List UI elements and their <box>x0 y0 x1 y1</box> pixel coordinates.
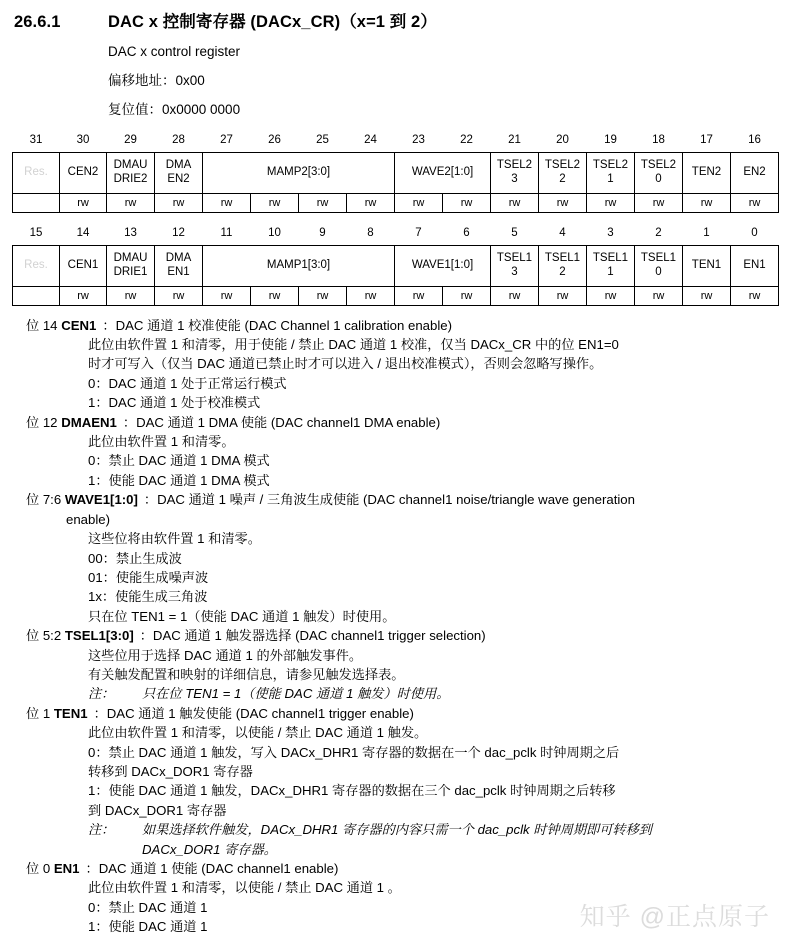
bit-range-label <box>26 490 144 509</box>
ten1-option-0-line1: 0：禁止 DAC 通道 1 触发，写入 DACx_DHR1 寄存器的数据在一个 dac_pclk 时钟周期之后 <box>88 744 620 760</box>
register-reset-value: 复位值：0x0000 0000 <box>108 101 241 117</box>
bit-field-tsel11 <box>587 245 635 286</box>
page-title <box>0 0 788 32</box>
bit-field-reserved <box>13 152 60 193</box>
bit-field-mamp2 <box>203 152 395 193</box>
bit-field-line: 2 <box>559 172 566 185</box>
bit-number: 31 <box>29 133 43 146</box>
bit-field-tsel12 <box>539 245 587 286</box>
bit-field-line: DRIE2 <box>113 172 148 185</box>
bit-field-line: 0 <box>655 172 662 185</box>
bit-range: 位 14 <box>26 317 58 333</box>
bit-descriptions <box>0 316 788 937</box>
wave1-option-01: 01：使能生成噪声波 <box>88 569 209 585</box>
bit-field-line: EN1 <box>167 265 190 278</box>
ten1-paragraph: 此位由软件置 1 和清零，以使能 / 禁止 DAC 通道 1 触发。 <box>88 725 428 741</box>
bit-field-line: CEN1 <box>67 258 99 271</box>
bit-range: 位 1 <box>26 705 51 721</box>
access-cell: rw <box>443 193 491 212</box>
bit-range-label <box>26 316 102 335</box>
bit-number: 0 <box>751 226 758 239</box>
field-title: ：DAC 通道 1 校准使能 (DAC Channel 1 calibration enable) <box>102 317 452 333</box>
cen1-paragraph-line2: 时才可写入（仅当 DAC 通道已禁止时才可以进入 / 退出校准模式），否则会忽略写操作。 <box>88 356 603 372</box>
dmaen1-paragraph: 此位由软件置 1 和清零。 <box>88 434 235 450</box>
access-cell: rw <box>539 286 587 305</box>
bit-number: 12 <box>172 226 185 239</box>
access-cell: rw <box>347 286 395 305</box>
access-row-low <box>13 286 779 305</box>
bit-field-reserved <box>13 245 60 286</box>
register-bitmap-low <box>12 224 778 306</box>
bit-number: 29 <box>124 133 137 146</box>
bit-field-row-high <box>13 152 779 193</box>
note-text: 只在位 TEN1 = 1（使能 DAC 通道 1 触发）时使用。 <box>142 686 450 702</box>
access-cell: rw <box>491 286 539 305</box>
note-text: 如果选择软件触发，DACx_DHR1 寄存器的内容只需一个 dac_pclk 时钟周期即可转移到 <box>142 822 652 838</box>
bit-number-row-low <box>13 224 779 246</box>
bit-field-line: TSEL2 <box>592 159 629 172</box>
bit-field-line: 1 <box>607 265 614 278</box>
bit-number: 7 <box>415 226 422 239</box>
register-offset-address: 偏移地址：0x00 <box>108 72 205 88</box>
bit-range-label <box>26 704 94 723</box>
bit-number: 14 <box>76 226 90 239</box>
tsel1-note <box>26 684 780 703</box>
bit-field-cen2 <box>60 152 107 193</box>
tsel1-paragraph-line2: 有关触发配置和映射的详细信息，请参见触发选择表。 <box>88 666 405 682</box>
en1-option-0: 0：禁止 DAC 通道 1 <box>88 899 208 915</box>
bit-number: 1 <box>703 226 710 239</box>
bit-field-line: TSEL1 <box>640 252 677 265</box>
bit-field-line: DMA <box>165 252 192 265</box>
bit-number: 18 <box>652 133 665 146</box>
access-cell: rw <box>107 286 155 305</box>
field-name: EN1 <box>53 861 80 876</box>
wave1-option-1x: 1x：使能生成三角波 <box>88 589 208 605</box>
bit-number: 15 <box>29 226 43 239</box>
register-bitmap-high <box>12 131 778 213</box>
access-cell: rw <box>587 193 635 212</box>
bit-field-line: TSEL2 <box>544 159 581 172</box>
bit-field-line: CEN2 <box>67 165 99 178</box>
access-cell: rw <box>731 286 779 305</box>
bit-number: 24 <box>364 133 377 146</box>
access-cell: rw <box>155 193 203 212</box>
ten1-note <box>26 820 780 839</box>
access-cell <box>13 193 60 212</box>
bit-number: 2 <box>655 226 662 239</box>
bit-number: 22 <box>460 133 473 146</box>
bit-range: 位 12 <box>26 414 58 430</box>
access-cell: rw <box>443 286 491 305</box>
access-cell: rw <box>539 193 587 212</box>
field-name: WAVE1[1:0] <box>64 492 138 508</box>
bit-range: 位 0 <box>26 861 51 876</box>
register-table-high <box>12 131 779 213</box>
bit-field-line: 2 <box>559 265 566 278</box>
field-title: ：DAC 通道 1 触发使能 (DAC channel1 trigger enable) <box>93 705 414 721</box>
bit-number: 23 <box>412 133 425 146</box>
access-cell: rw <box>299 193 347 212</box>
access-cell: rw <box>155 286 203 305</box>
access-cell: rw <box>635 286 683 305</box>
access-cell: rw <box>203 193 251 212</box>
bit-field-line: Res. <box>24 258 48 271</box>
bit-field-wave2 <box>395 152 491 193</box>
bit-field-line: 0 <box>655 265 662 278</box>
bit-field-line: 3 <box>511 265 518 278</box>
register-english-name: DAC x control register <box>108 44 241 59</box>
bit-field-en1 <box>731 245 779 286</box>
bit-number: 27 <box>220 133 233 146</box>
wave1-title-continuation: enable) <box>66 511 110 527</box>
bit-range-label <box>26 859 86 878</box>
access-cell: rw <box>299 286 347 305</box>
bit-number: 25 <box>316 133 329 146</box>
cen1-option-1: 1：DAC 通道 1 处于校准模式 <box>88 395 261 411</box>
access-row-high <box>13 193 779 212</box>
description-wave1 <box>26 490 780 509</box>
field-name: TEN1 <box>53 705 88 721</box>
watermark: 知乎 @正点原子 <box>579 903 770 931</box>
section-number: 26.6.1 <box>14 13 61 31</box>
bit-number: 28 <box>172 133 185 146</box>
bit-number: 11 <box>220 226 233 239</box>
access-cell: rw <box>587 286 635 305</box>
ten1-note-continuation: DACx_DOR1 寄存器。 <box>142 841 277 857</box>
bit-field-line: TEN1 <box>691 258 722 271</box>
bit-field-tsel22 <box>539 152 587 193</box>
bit-range: 位 7:6 <box>26 492 62 508</box>
bit-field-dmaen1 <box>155 245 203 286</box>
ten1-option-1-line1: 1：使能 DAC 通道 1 触发，DACx_DHR1 寄存器的数据在三个 dac_pclk 时钟周期之后转移 <box>88 783 616 799</box>
en1-paragraph: 此位由软件置 1 和清零，以使能 / 禁止 DAC 通道 1 。 <box>88 880 401 896</box>
field-name: CEN1 <box>61 317 97 333</box>
section-title: DAC x 控制寄存器 (DACx_CR)（x=1 到 2） <box>108 13 437 31</box>
wave1-footnote: 只在位 TEN1 = 1（使能 DAC 通道 1 触发）时使用。 <box>88 608 396 624</box>
bit-field-line: MAMP1[3:0] <box>266 258 331 271</box>
bit-field-line: TEN2 <box>691 165 722 178</box>
access-cell: rw <box>395 286 443 305</box>
register-table-low <box>12 224 779 306</box>
bit-field-line: EN2 <box>743 165 766 178</box>
bit-field-mamp1 <box>203 245 395 286</box>
bit-number: 19 <box>604 133 617 146</box>
bit-field-line: EN2 <box>167 172 190 185</box>
bit-field-dmaudrie1 <box>107 245 155 286</box>
access-cell: rw <box>251 193 299 212</box>
bit-field-en2 <box>731 152 779 193</box>
access-cell: rw <box>635 193 683 212</box>
bit-number: 8 <box>367 226 374 239</box>
description-dmaen1 <box>26 413 780 432</box>
bit-number: 30 <box>76 133 90 146</box>
access-cell: rw <box>60 193 107 212</box>
wave1-option-00: 00：禁止生成波 <box>88 550 182 566</box>
description-en1 <box>26 859 780 878</box>
bit-field-tsel20 <box>635 152 683 193</box>
bit-number: 26 <box>268 133 281 146</box>
note-label: 注： <box>88 686 115 702</box>
description-ten1 <box>26 704 780 723</box>
bit-field-line: DRIE1 <box>113 265 148 278</box>
bit-range-label <box>26 626 140 645</box>
bit-field-tsel13 <box>491 245 539 286</box>
dmaen1-option-0: 0：禁止 DAC 通道 1 DMA 模式 <box>88 453 270 469</box>
bit-field-line: MAMP2[3:0] <box>266 165 331 178</box>
access-cell: rw <box>60 286 107 305</box>
access-cell: rw <box>251 286 299 305</box>
bit-field-line: DMAU <box>113 252 148 265</box>
bit-number: 20 <box>556 133 569 146</box>
bit-number: 3 <box>607 226 614 239</box>
bit-number: 10 <box>268 226 281 239</box>
description-tsel1 <box>26 626 780 645</box>
access-cell: rw <box>683 193 731 212</box>
bit-field-row-low <box>13 245 779 286</box>
access-cell: rw <box>683 286 731 305</box>
bit-field-line: TSEL1 <box>496 252 533 265</box>
field-name: TSEL1[3:0] <box>64 628 134 644</box>
bit-number: 9 <box>319 226 326 239</box>
bit-field-line: WAVE1[1:0] <box>411 258 474 271</box>
bit-field-line: TSEL2 <box>640 159 677 172</box>
bit-field-line: TSEL1 <box>544 252 581 265</box>
access-cell: rw <box>347 193 395 212</box>
access-cell: rw <box>491 193 539 212</box>
field-title: ：DAC 通道 1 使能 (DAC channel1 enable) <box>85 861 339 876</box>
bit-field-dmaen2 <box>155 152 203 193</box>
tsel1-paragraph-line1: 这些位用于选择 DAC 通道 1 的外部触发事件。 <box>88 647 363 663</box>
field-title: ：DAC 通道 1 噪声 / 三角波生成使能 (DAC channel1 noise/triangle wave generation <box>143 492 635 508</box>
bit-field-line: 3 <box>511 172 518 185</box>
cen1-paragraph-line1: 此位由软件置 1 和清零，用于使能 / 禁止 DAC 通道 1 校准，仅当 DACx_CR 中的位 EN1=0 <box>88 337 619 353</box>
bit-range: 位 5:2 <box>26 628 62 644</box>
bit-field-line: WAVE2[1:0] <box>411 165 474 178</box>
cen1-option-0: 0：DAC 通道 1 处于正常运行模式 <box>88 375 287 391</box>
bit-field-line: Res. <box>24 165 48 178</box>
bit-field-wave1 <box>395 245 491 286</box>
bit-field-line: TSEL2 <box>496 159 533 172</box>
bit-field-tsel21 <box>587 152 635 193</box>
bit-range-label <box>26 413 123 432</box>
field-title: ：DAC 通道 1 触发器选择 (DAC channel1 trigger selection) <box>139 628 486 644</box>
en1-option-1: 1：使能 DAC 通道 1 <box>88 919 208 935</box>
bit-field-line: DMAU <box>113 159 148 172</box>
wave1-paragraph: 这些位将由软件置 1 和清零。 <box>88 531 261 547</box>
access-cell: rw <box>395 193 443 212</box>
bit-number: 16 <box>748 133 761 146</box>
access-cell: rw <box>107 193 155 212</box>
note-label: 注： <box>88 822 115 838</box>
bit-field-tsel10 <box>635 245 683 286</box>
access-cell <box>13 286 60 305</box>
bit-field-ten2 <box>683 152 731 193</box>
bit-field-dmaudrie2 <box>107 152 155 193</box>
field-title: ：DAC 通道 1 DMA 使能 (DAC channel1 DMA enable) <box>122 414 441 430</box>
bit-field-line: EN1 <box>743 258 766 271</box>
dmaen1-option-1: 1：使能 DAC 通道 1 DMA 模式 <box>88 472 270 488</box>
bit-field-ten1 <box>683 245 731 286</box>
field-name: DMAEN1 <box>61 414 117 430</box>
bit-number-row-high <box>13 131 779 153</box>
register-summary <box>0 44 788 119</box>
description-cen1 <box>26 316 780 335</box>
bit-field-cen1 <box>60 245 107 286</box>
bit-number: 17 <box>700 133 713 146</box>
bit-number: 21 <box>508 133 521 146</box>
ten1-option-0-line2: 转移到 DACx_DOR1 寄存器 <box>88 763 253 779</box>
bit-number: 5 <box>511 226 518 239</box>
access-cell: rw <box>731 193 779 212</box>
ten1-option-1-line2: 到 DACx_DOR1 寄存器 <box>88 802 227 818</box>
bit-field-tsel23 <box>491 152 539 193</box>
bit-number: 13 <box>124 226 137 239</box>
bit-field-line: 1 <box>607 172 614 185</box>
access-cell: rw <box>203 286 251 305</box>
bit-number: 4 <box>559 226 566 239</box>
bit-number: 6 <box>463 226 470 239</box>
bit-field-line: DMA <box>165 159 192 172</box>
bit-field-line: TSEL1 <box>592 252 629 265</box>
